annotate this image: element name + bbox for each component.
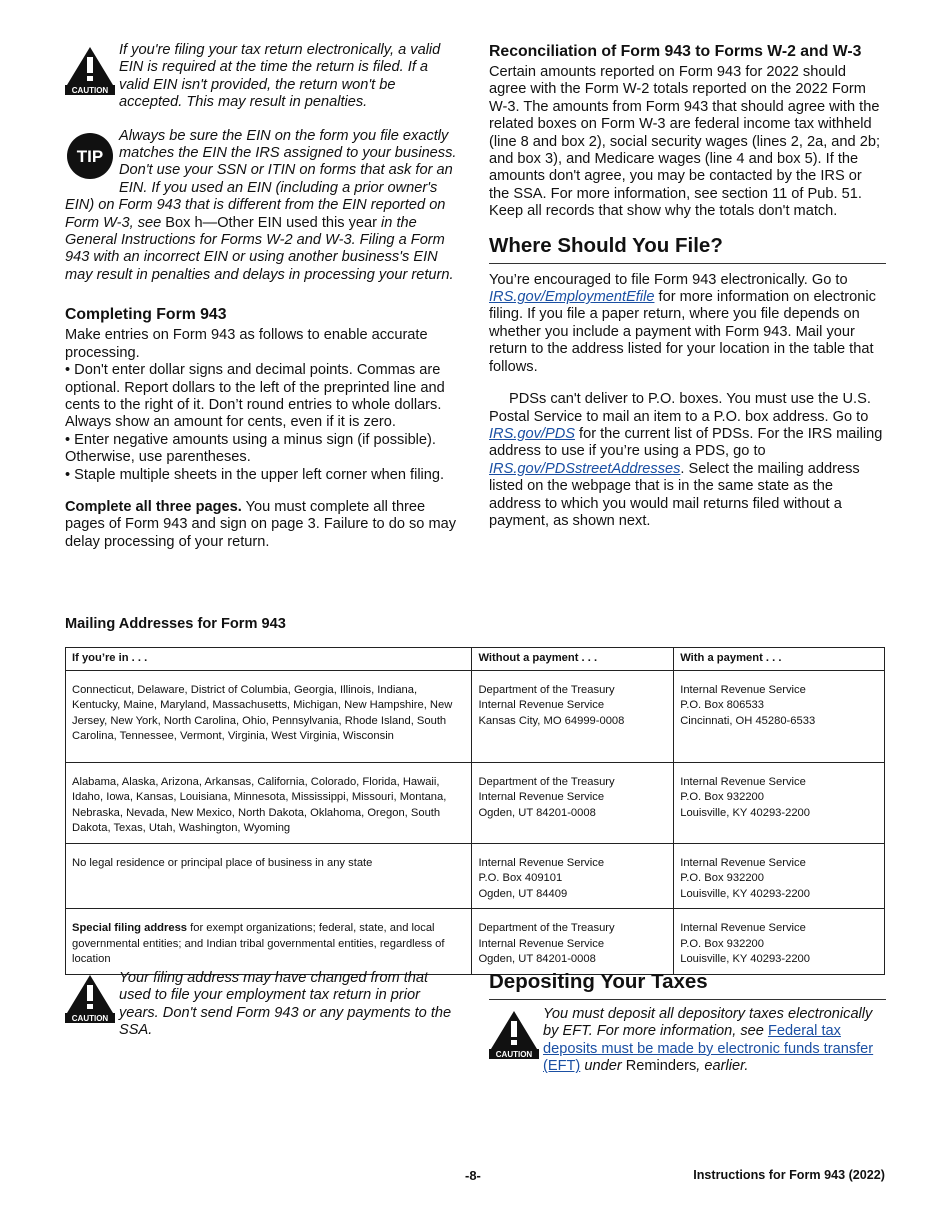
reconciliation-text: Certain amounts reported on Form 943 for 2022 should agree with the Form W-2 totals reported on the 2022 Form W-3. The amounts from Form 943 that should agree with the related boxes on Form W-3 are federal income tax withheld (line 8 and box 2), social security wages (lines 2, 2a, and 2b; and box 3), and Medicare wages (line 4 and box 5). If the amounts don't agree, you may be contacted by the IRS or the SSA. For more information, see section 11 of Pub. 51. Keep all records that show why the totals don't match. xyxy=(489,64,881,220)
tip-text: Always be sure the EIN on the form you file exactly matches the EIN the IRS assigned to your business. Don't use your SSN or ITIN on forms that ask for an EIN. If you used an EIN (including a prior owner's EIN) on Form 943 that is different from the EIN reported on Form W-3, see Box h—Other EIN used this year in the General Instructions for Forms W-2 and W-3. Filing a Form 943 with an incorrect EIN or using another business's EIN may result in penalties and delays in processing your return. xyxy=(65,127,457,283)
mailing-address-table xyxy=(65,647,885,975)
caution-note-eft xyxy=(489,1006,886,1076)
table-row xyxy=(66,909,885,975)
left-column xyxy=(65,42,462,551)
completing-bullets xyxy=(65,362,462,484)
completing-intro: Make entries on Form 943 as follows to enable accurate processing. xyxy=(65,327,428,361)
caution-note-ein xyxy=(65,42,462,112)
location-cell: No legal residence or principal place of business in any state xyxy=(66,843,472,909)
svg-text:CAUTION: CAUTION xyxy=(71,1014,109,1023)
with-payment-cell: Internal Revenue Service P.O. Box 932200 Louisville, KY 40293-2200 xyxy=(674,843,885,909)
without-payment-cell: Internal Revenue Service P.O. Box 409101 Ogden, UT 84409 xyxy=(472,843,674,909)
with-payment-cell: Internal Revenue Service P.O. Box 932200 Louisville, KY 40293-2200 xyxy=(674,762,885,843)
caution-text: Your filing address may have changed from that used to file your employment tax return in prior years. Don't send Form 943 or any payments to the SSA. xyxy=(119,970,452,1039)
table-row xyxy=(66,762,885,843)
table-row xyxy=(66,670,885,762)
pds-street-addresses-link[interactable]: IRS.gov/PDSstreetAddresses xyxy=(489,460,681,477)
without-payment-cell: Department of the Treasury Internal Revenue Service Ogden, UT 84201-0008 xyxy=(472,909,674,975)
caution-icon xyxy=(489,1009,539,1059)
without-payment-cell: Department of the Treasury Internal Revenue Service Kansas City, MO 64999-0008 xyxy=(472,670,674,762)
where-paragraph-1: You’re encouraged to file Form 943 electronically. Go to IRS.gov/EmploymentEfile for more information on electronic filing. If you file a paper return, where you file depends on whether you include a payment with Form 943. Mail your return to the address listed for your location in the table that follows. xyxy=(489,271,876,375)
tip-icon xyxy=(65,131,115,181)
list-item: • Don't enter dollar signs and decimal points. Commas are optional. Report dollars to the left of the preprinted line and cents to the right of it. Don’t round entries to whole dollars. Always show an amount for cents, even if it is zero. xyxy=(65,362,462,432)
without-payment-cell: Department of the Treasury Internal Revenue Service Ogden, UT 84201-0008 xyxy=(472,762,674,843)
depositing-section xyxy=(489,970,886,1076)
table-row xyxy=(66,843,885,909)
complete-all-pages: Complete all three pages. You must complete all three pages of Form 943 and sign on page 3. Failure to do so may delay processing of your return. xyxy=(65,498,457,550)
where-section xyxy=(489,234,886,531)
caution-icon xyxy=(65,45,115,95)
caution-text: If you're filing your tax return electronically, a valid EIN is required at the time the return is filed. If a valid EIN isn't provided, the return won't be accepted. This may result in penalties. xyxy=(119,42,441,111)
table-title: Mailing Addresses for Form 943 xyxy=(65,616,286,632)
column-header: With a payment . . . xyxy=(674,648,885,671)
caution-text: You must deposit all depository taxes electronically by EFT. For more information, see Federal tax deposits must be made by electronic funds transfer (EFT) under Reminders, earlier. xyxy=(543,1006,874,1075)
employment-efile-link[interactable]: IRS.gov/EmploymentEfile xyxy=(489,289,655,306)
completing-section xyxy=(65,305,462,551)
column-header: Without a payment . . . xyxy=(472,648,674,671)
svg-text:TIP: TIP xyxy=(76,146,104,166)
where-paragraph-2: PDSs can't deliver to P.O. boxes. You must use the U.S. Postal Service to mail an item to a P.O. box address. Go to IRS.gov/PDS for the current list of PDSs. For the IRS mailing address to use if you’re using a PDS, go to IRS.gov/PDSstreetAddresses. Select the mailing address listed on the webpage that is in the same state as the address to which you would mail returns filed without a payment, as shown next. xyxy=(489,391,883,529)
location-cell: Alabama, Alaska, Arizona, Arkansas, California, Colorado, Florida, Hawaii, Idaho, Iowa, Kansas, Louisiana, Minnesota, Mississippi, Missouri, Montana, Nebraska, Nevada, New Mexico, North Dakota, Oklahoma, Oregon, South Dakota, Texas, Utah, Washington, Wyoming xyxy=(66,762,472,843)
section-heading: Depositing Your Taxes xyxy=(489,970,886,1000)
section-heading: Completing Form 943 xyxy=(65,306,227,324)
page-number: -8- xyxy=(465,1168,481,1183)
svg-text:CAUTION: CAUTION xyxy=(495,1050,533,1059)
section-heading: Where Should You File? xyxy=(489,234,886,264)
right-column xyxy=(489,42,886,530)
caution-note-address xyxy=(65,970,455,1040)
reconciliation-section xyxy=(489,42,886,221)
caution-icon xyxy=(65,973,115,1023)
list-item: • Enter negative amounts using a minus sign (if possible). Otherwise, use parentheses. xyxy=(65,432,462,467)
column-header: If you’re in . . . xyxy=(66,648,472,671)
location-cell: Connecticut, Delaware, District of Columbia, Georgia, Illinois, Indiana, Kentucky, Maine, Maryland, Massachusetts, Michigan, New Hampshire, New Jersey, New York, North Carolina, Ohio, Pennsylvania, Rhode Island, South Carolina, Tennessee, Vermont, Virginia, West Virginia, Wisconsin xyxy=(66,670,472,762)
table-header-row xyxy=(66,648,885,671)
pds-link[interactable]: IRS.gov/PDS xyxy=(489,425,575,442)
location-cell: Special filing address for exempt organizations; federal, state, and local governmental entities; and Indian tribal governmental entities, regardless of location xyxy=(66,909,472,975)
eft-link[interactable]: Federal tax deposits must be made by electronic funds transfer (EFT) xyxy=(543,1023,874,1075)
svg-text:CAUTION: CAUTION xyxy=(71,86,109,95)
footer-title: Instructions for Form 943 (2022) xyxy=(693,1168,885,1182)
tip-note-ein xyxy=(65,128,462,285)
list-item: • Staple multiple sheets in the upper left corner when filing. xyxy=(65,467,462,484)
with-payment-cell: Internal Revenue Service P.O. Box 806533 Cincinnati, OH 45280-6533 xyxy=(674,670,885,762)
with-payment-cell: Internal Revenue Service P.O. Box 932200 Louisville, KY 40293-2200 xyxy=(674,909,885,975)
section-heading: Reconciliation of Form 943 to Forms W-2 and W-3 xyxy=(489,43,862,60)
